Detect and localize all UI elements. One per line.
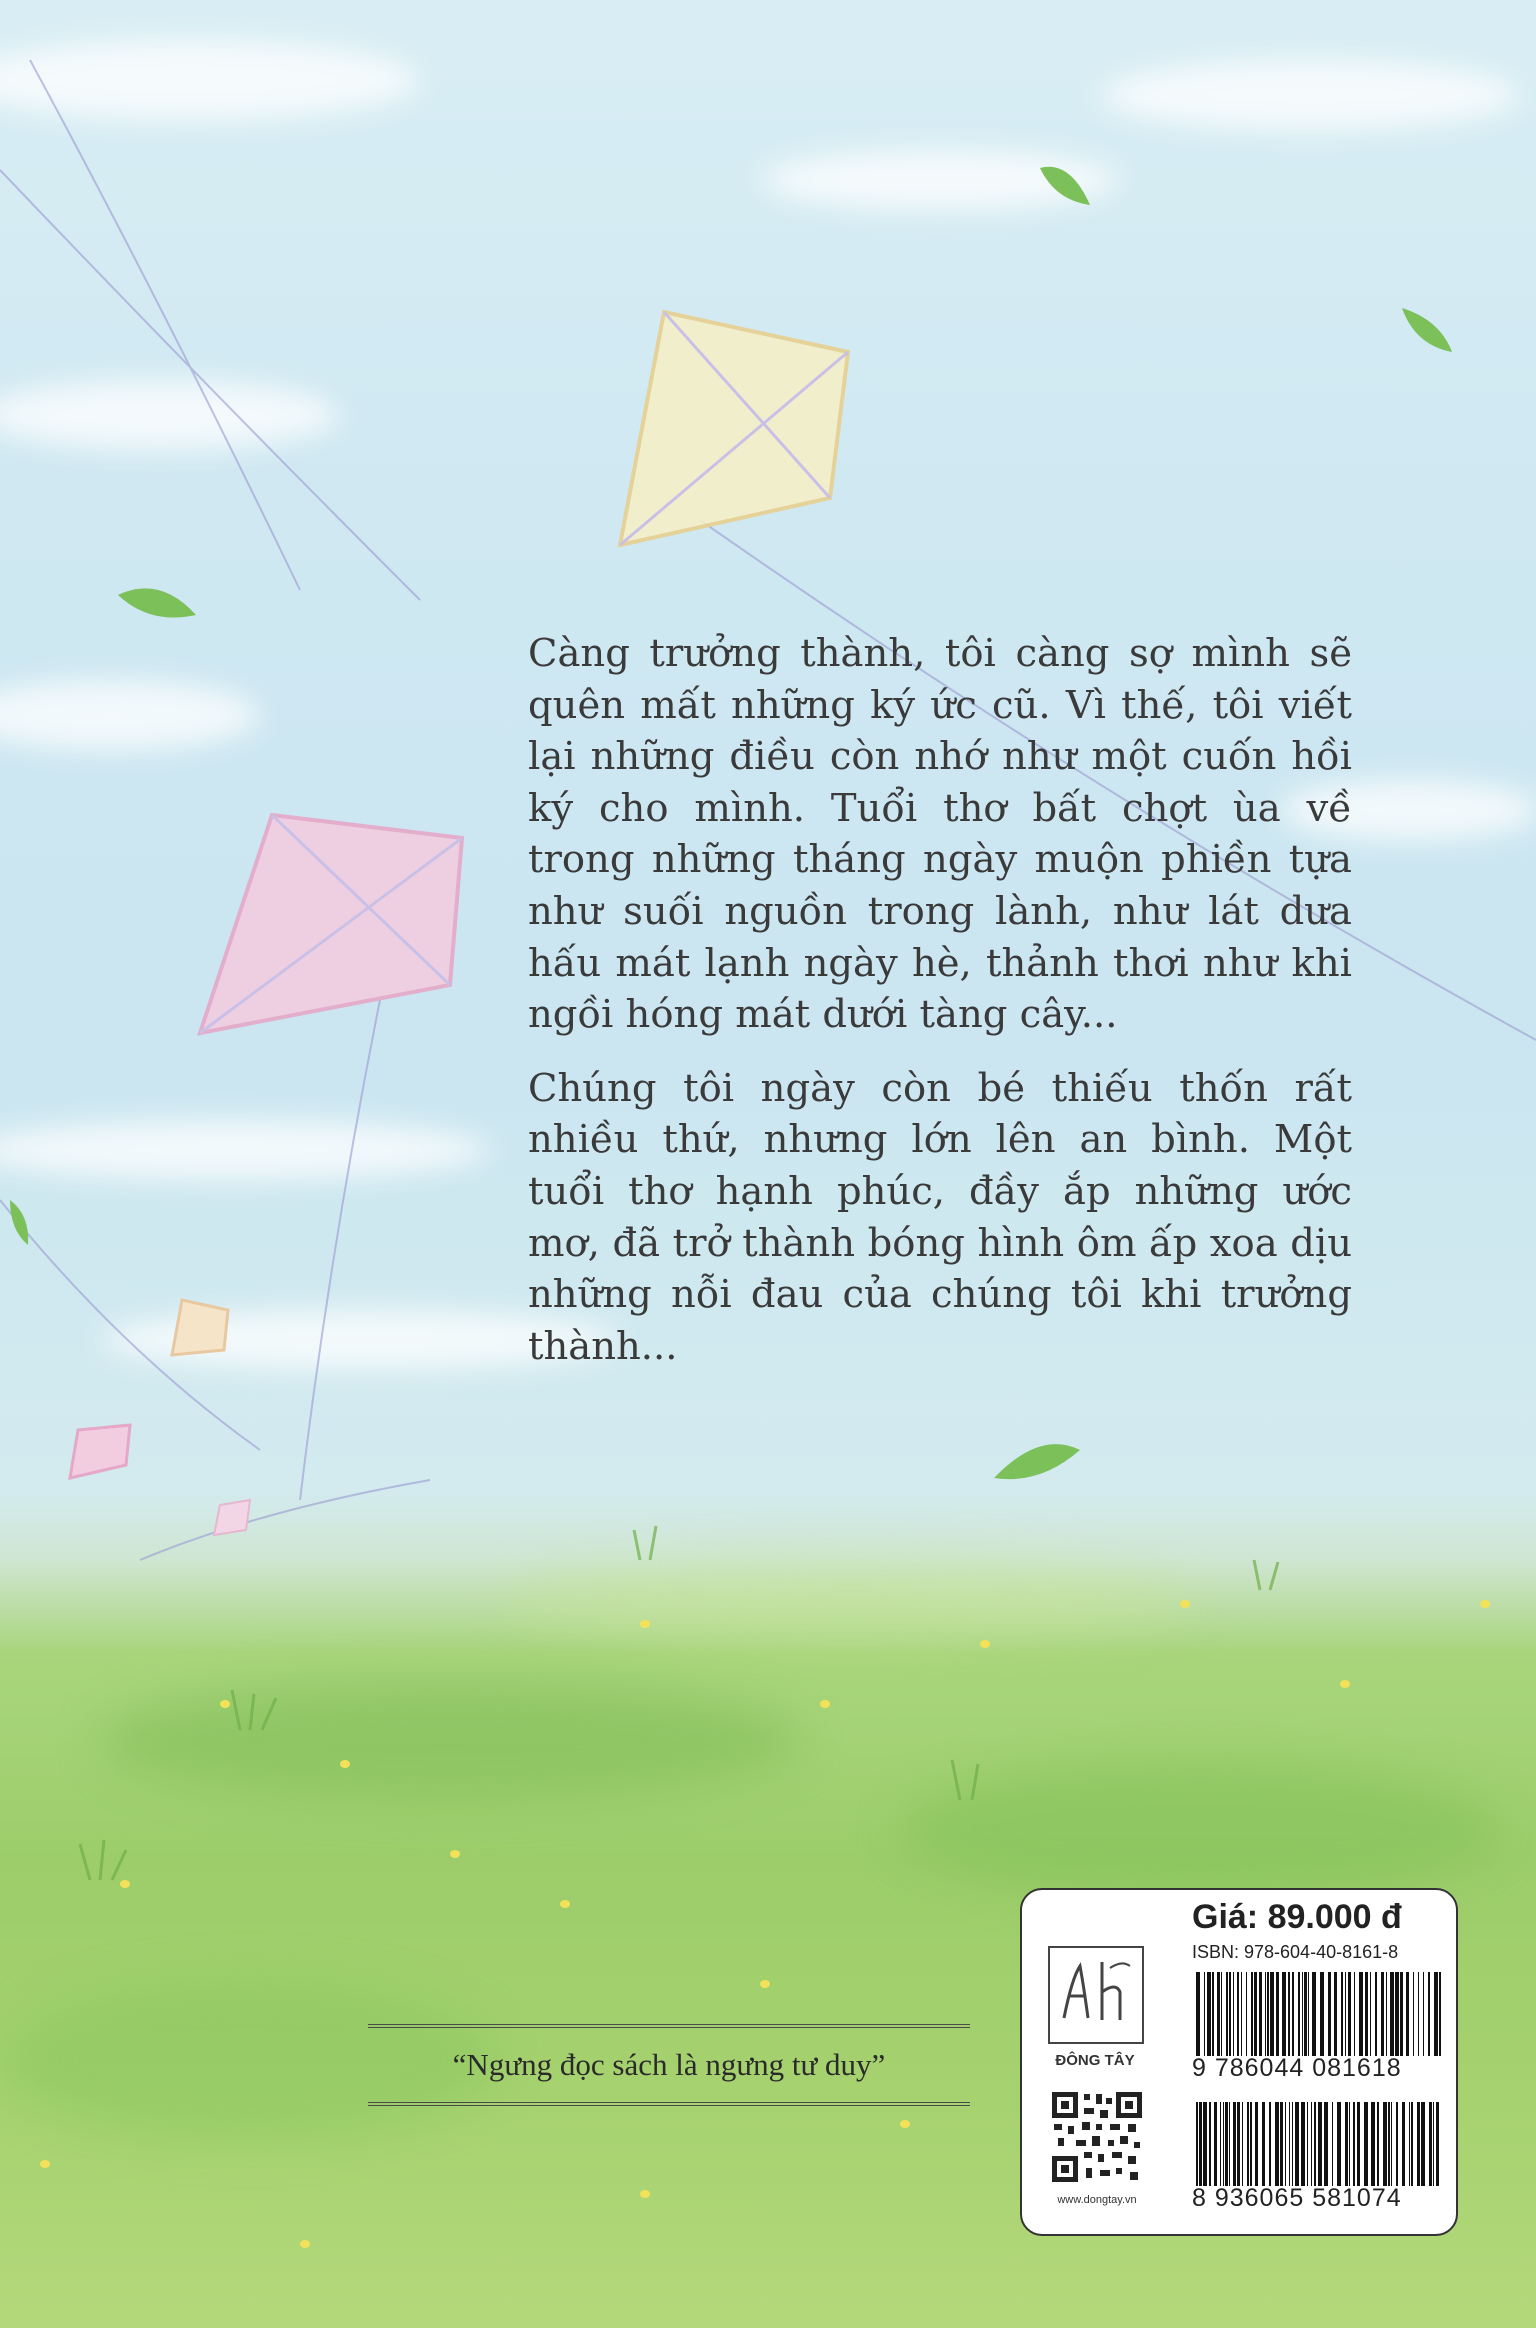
barcode-bar — [1418, 1972, 1419, 2056]
barcode-bar — [1377, 2102, 1379, 2186]
barcode-bar — [1417, 2102, 1420, 2186]
barcode-bar — [1400, 1972, 1403, 2056]
barcode-bar — [1324, 2102, 1328, 2186]
barcode-bar — [1320, 1972, 1324, 2056]
quote-banner: “Ngưng đọc sách là ngưng tư duy” — [368, 2024, 970, 2106]
barcode-bar — [1421, 2102, 1425, 2186]
barcode-bar — [1223, 2102, 1224, 2186]
barcode-bar — [1388, 2102, 1390, 2186]
back-cover-blurb — [528, 628, 1352, 1394]
barcode-bar — [1429, 2102, 1432, 2186]
barcode-bar — [1285, 2102, 1286, 2186]
publisher-website: www.dongtay.vn — [1057, 2194, 1137, 2206]
barcode-bar — [1237, 2102, 1240, 2186]
kite-icon — [214, 1500, 250, 1535]
barcode-bar — [1220, 2102, 1221, 2186]
barcode-bar — [1301, 2102, 1305, 2186]
barcode-bar — [1354, 1972, 1355, 2056]
barcode-bar — [1328, 1972, 1331, 2056]
barcode-bar — [1439, 1972, 1441, 2056]
isbn-barcode-number: 9 786044 081618 — [1192, 2054, 1402, 2082]
barcode-bar — [1395, 1972, 1399, 2056]
barcode-bar — [1434, 1972, 1438, 2056]
price-label: Giá: 89.000 đ — [1192, 1898, 1402, 1936]
barcode-bar — [1334, 1972, 1337, 2056]
barcode-bar — [1337, 2102, 1341, 2186]
barcode-bar — [1214, 2102, 1217, 2186]
barcode-bar — [1196, 2102, 1198, 2186]
barcode-bar — [1269, 2102, 1271, 2186]
blurb-paragraph: Càng trưởng thành, tôi càng sợ mình sẽ quên mất những ký ức cũ. Vì thế, tôi viết lại những điều còn nhớ như một cuốn hồi ký cho mình. Tuổi thơ bất chợt ùa về trong những tháng ngày muộn phiền tựa như suối nguồn trong lành, như lát dưa hấu mát lạnh ngày hè, thảnh thơi như khi ngồi hóng mát dưới tàng cây... — [528, 631, 1352, 1038]
qr-code-icon — [1050, 2090, 1144, 2184]
barcode-bar — [1383, 2102, 1387, 2186]
price-isbn-box — [1020, 1888, 1458, 2236]
barcode-bar — [1402, 2102, 1405, 2186]
barcode-bar — [1267, 1972, 1269, 2056]
barcode-bar — [1353, 2102, 1355, 2186]
barcode-bar — [1288, 1972, 1290, 2056]
barcode-bar — [1221, 1972, 1222, 2056]
kite-icon — [70, 1425, 130, 1478]
barcode-bar — [1381, 1972, 1384, 2056]
barcode-bar — [1375, 1972, 1377, 2056]
barcode-bar — [1233, 2102, 1236, 2186]
barcode-bar — [1341, 1972, 1343, 2056]
barcode-bar — [1348, 1972, 1351, 2056]
barcode-bar — [1391, 2102, 1392, 2186]
barcode-bar — [1270, 1972, 1274, 2056]
barcode-bar — [1302, 1972, 1303, 2056]
barcode-bar — [1276, 1972, 1279, 2056]
barcode-bar — [1345, 1972, 1346, 2056]
isbn-label: ISBN: 978-604-40-8161-8 — [1192, 1942, 1399, 1962]
barcode-bar — [1217, 1972, 1220, 2056]
barcode-bar — [1365, 1972, 1368, 2056]
barcode-bar — [1345, 2102, 1348, 2186]
barcode-bar — [1423, 1972, 1424, 2056]
barcode-bar — [1207, 1972, 1211, 2056]
barcode-bar — [1203, 2102, 1207, 2186]
barcode-bar — [1204, 1972, 1205, 2056]
barcode-bar — [1275, 2102, 1279, 2186]
kite-icon — [620, 312, 848, 545]
barcode-bar — [1292, 1972, 1294, 2056]
barcode-bar — [1199, 2102, 1202, 2186]
barcode-bar — [1254, 1972, 1257, 2056]
barcode-bar — [1246, 1972, 1247, 2056]
barcode-bar — [1251, 1972, 1253, 2056]
barcode-bar — [1229, 1972, 1231, 2056]
kite-icon — [172, 1300, 228, 1355]
barcode-bar — [1433, 2102, 1434, 2186]
barcode-bar — [1212, 1972, 1214, 2056]
barcode-bar — [1349, 2102, 1350, 2186]
barcode-bar — [1209, 2102, 1211, 2186]
barcode-bar — [1396, 2102, 1398, 2186]
barcode-bar — [1314, 2102, 1316, 2186]
barcode-bar — [1280, 2102, 1283, 2186]
barcode-bar — [1436, 2102, 1439, 2186]
barcode-bar — [1307, 2102, 1308, 2186]
barcode-bar — [1233, 1972, 1234, 2056]
barcode-bar — [1289, 2102, 1290, 2186]
barcode-bar — [1428, 1972, 1430, 2056]
barcode-bar — [1312, 1972, 1316, 2056]
ean-barcode-icon — [1192, 2102, 1444, 2186]
barcode-bar — [1295, 2102, 1299, 2186]
barcode-bar — [1370, 1972, 1371, 2056]
barcode-bar — [1237, 1972, 1239, 2056]
barcode-bar — [1225, 2102, 1228, 2186]
barcode-bar — [1311, 2102, 1312, 2186]
barcode-bar — [1229, 2102, 1230, 2186]
barcode-bar — [1259, 1972, 1262, 2056]
barcode-bar — [1298, 1972, 1300, 2056]
kite-icon — [200, 815, 462, 1033]
isbn-barcode-icon — [1192, 1972, 1444, 2056]
barcode-bar — [1413, 1972, 1414, 2056]
ean-barcode-number: 8 936065 581074 — [1192, 2184, 1402, 2212]
barcode-bar — [1242, 2102, 1243, 2186]
publisher-name: ĐÔNG TÂY — [1055, 2052, 1135, 2069]
barcode-bar — [1247, 2102, 1249, 2186]
barcode-bar — [1292, 2102, 1293, 2186]
barcode-bar — [1304, 1972, 1307, 2056]
barcode-bar — [1411, 2102, 1413, 2186]
blurb-paragraph: Chúng tôi ngày còn bé thiếu thốn rất nhiều thứ, nhưng lớn lên an bình. Một tuổi thơ hạnh phúc, đầy ắp những ước mơ, đã trở thành bóng hình ôm ấp xoa dịu những nỗi đau của chúng tôi khi trưởng thành... — [528, 1065, 1352, 1369]
barcode-bar — [1357, 2102, 1360, 2186]
barcode-bar — [1406, 1972, 1409, 2056]
barcode-bar — [1390, 1972, 1394, 2056]
barcode-bar — [1265, 1972, 1266, 2056]
barcode-bar — [1386, 1972, 1387, 2056]
barcode-bar — [1364, 2102, 1368, 2186]
publisher-logo-icon — [1048, 1946, 1144, 2044]
grass-blades — [80, 1526, 1278, 1880]
barcode-bar — [1282, 1972, 1286, 2056]
barcode-bar — [1226, 1972, 1228, 2056]
barcode-bar — [1250, 2102, 1252, 2186]
barcode-bar — [1262, 2102, 1265, 2186]
barcode-bar — [1318, 2102, 1322, 2186]
barcode-bar — [1359, 1972, 1363, 2056]
barcode-bar — [1255, 2102, 1258, 2186]
barcode-bar — [1308, 1972, 1309, 2056]
barcode-bar — [1371, 2102, 1375, 2186]
barcode-bar — [1409, 2102, 1410, 2186]
barcode-bar — [1196, 1972, 1200, 2056]
barcode-bar — [1241, 1972, 1242, 2056]
barcode-bar — [1332, 2102, 1333, 2186]
